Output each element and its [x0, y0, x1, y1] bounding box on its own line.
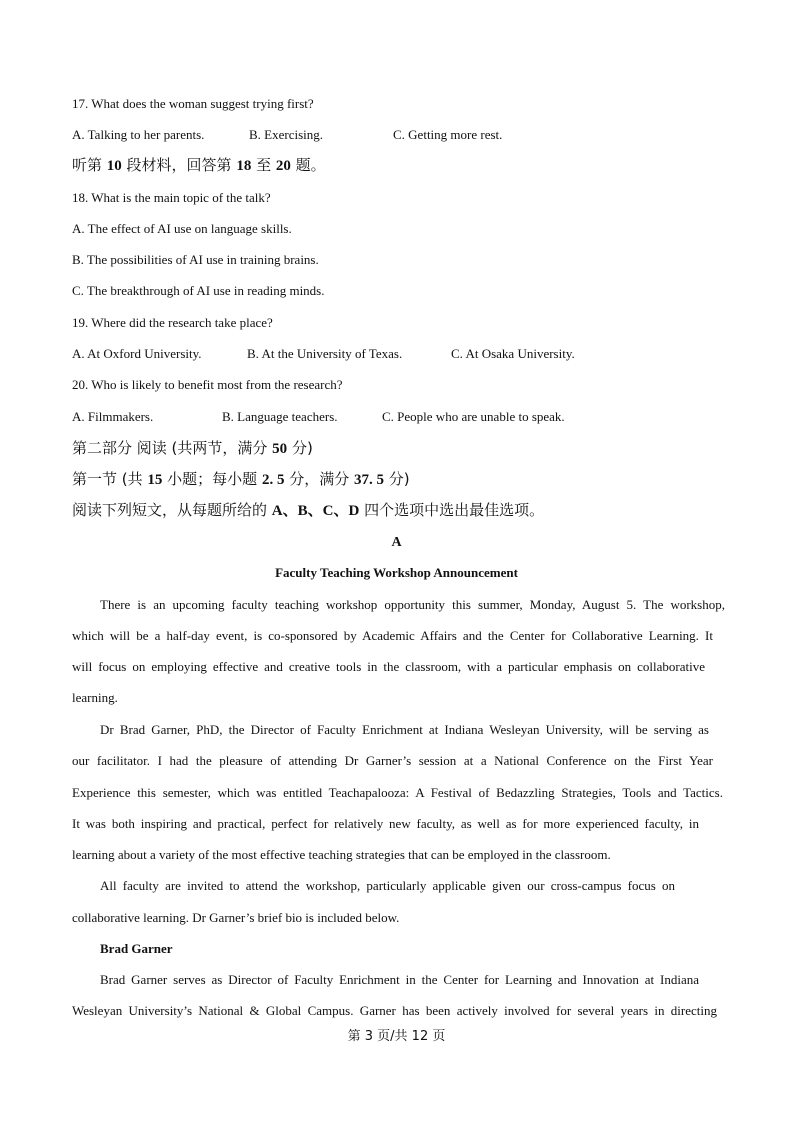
q18-option-c: C. The breakthrough of AI use in reading minds.: [72, 283, 325, 298]
q19-option-c: C. At Osaka University.: [451, 346, 575, 361]
passage-line: learning about a variety of the most effective teaching strategies that can be employed in the classroom.: [72, 847, 611, 862]
passage-title: Faculty Teaching Workshop Announcement: [275, 565, 518, 580]
q17-option-b: B. Exercising.: [249, 127, 324, 142]
q19-option-a: A. At Oxford University.: [72, 346, 202, 361]
question-17: 17. What does the woman suggest trying first?: [72, 96, 314, 111]
passage-line: It was both inspiring and practical, perfect for relatively new faculty, as well as for more experienced faculty, in: [72, 816, 699, 831]
bio-line: Brad Garner serves as Director of Faculty Enrichment in the Center for Learning and Innovation at Indiana: [100, 972, 699, 987]
q17-option-c: C. Getting more rest.: [393, 127, 503, 142]
passage-line: collaborative learning. Dr Garner’s brief bio is included below.: [72, 910, 400, 925]
passage-line: Experience this semester, which was entitled Teachapalooza: A Festival of Bedazzling Strategies, Tools and Tactics.: [72, 785, 723, 800]
part-2-heading: 第二部分 阅读 (共两节，满分 50 分): [72, 439, 313, 457]
q17-option-a: A. Talking to her parents.: [72, 127, 205, 142]
section-10-instruction: 听第 10 段材料，回答第 18 至 20 题。: [72, 156, 326, 174]
question-19: 19. Where did the research take place?: [72, 315, 273, 330]
bio-heading: Brad Garner: [100, 941, 173, 956]
page-footer: 第 3 页/共 12 页: [347, 1029, 446, 1044]
passage-line: Dr Brad Garner, PhD, the Director of Faculty Enrichment at Indiana Wesleyan University, will be serving as: [100, 722, 709, 737]
passage-line: learning.: [72, 690, 118, 705]
q18-option-a: A. The effect of AI use on language skills.: [72, 221, 292, 236]
question-18: 18. What is the main topic of the talk?: [72, 190, 271, 205]
passage-line: will focus on employing effective and creative tools in the classroom, with a particular emphasis on collaborative: [72, 659, 705, 674]
q18-option-b: B. The possibilities of AI use in training brains.: [72, 252, 319, 267]
reading-instruction: 阅读下列短文，从每题所给的 A、B、C、D 四个选项中选出最佳选项。: [72, 501, 545, 519]
section-1-heading: 第一节 (共 15 小题；每小题 2. 5 分，满分 37. 5 分): [72, 470, 410, 488]
q20-option-c: C. People who are unable to speak.: [382, 409, 565, 424]
passage-line: which will be a half-day event, is co-sponsored by Academic Affairs and the Center for Collaborative Learning. It: [72, 628, 713, 643]
passage-line: our facilitator. I had the pleasure of attending Dr Garner’s session at a National Conference on the First Year: [72, 753, 713, 768]
q19-option-b: B. At the University of Texas.: [247, 346, 403, 361]
passage-letter: A: [391, 535, 402, 550]
passage-line: There is an upcoming faculty teaching workshop opportunity this summer, Monday, August 5. The workshop,: [100, 597, 725, 612]
q20-option-a: A. Filmmakers.: [72, 409, 154, 424]
passage-line: All faculty are invited to attend the workshop, particularly applicable given our cross-campus focus on: [100, 878, 675, 893]
question-20: 20. Who is likely to benefit most from the research?: [72, 377, 343, 392]
q20-option-b: B. Language teachers.: [222, 409, 338, 424]
bio-line: Wesleyan University’s National & Global Campus. Garner has been actively involved for several years in directing: [72, 1003, 717, 1018]
